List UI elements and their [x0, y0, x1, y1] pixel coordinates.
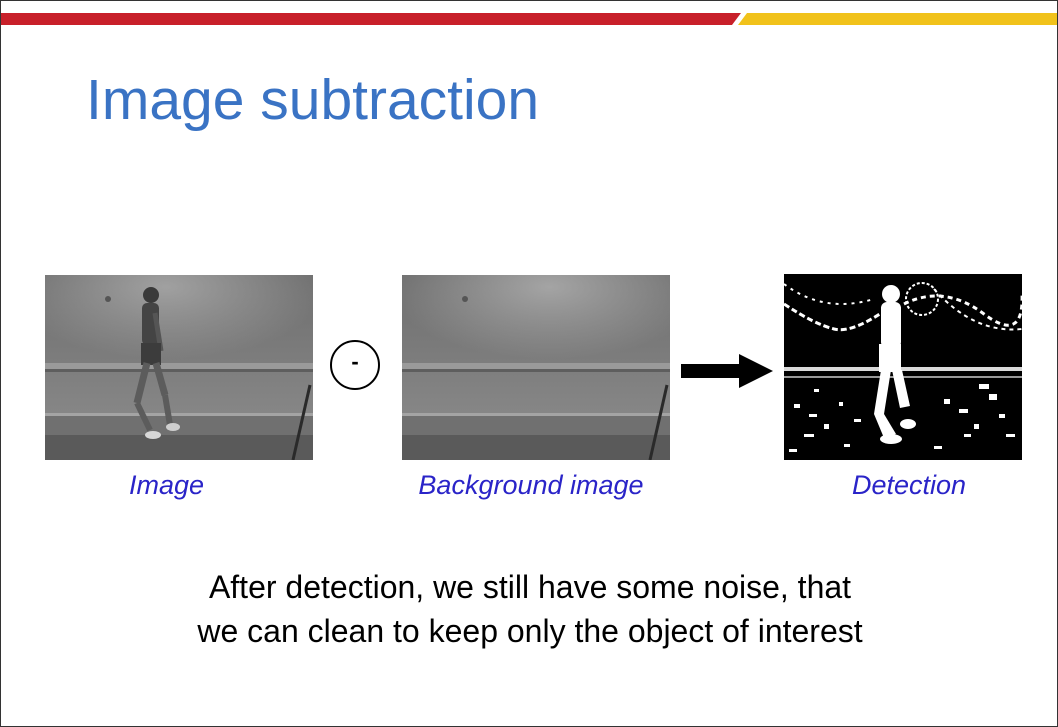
accent-bar-red	[1, 13, 741, 25]
detection-image	[784, 274, 1022, 460]
caption-detection: Detection	[851, 470, 967, 500]
accent-bar-yellow	[738, 13, 1058, 25]
background-image	[402, 275, 670, 460]
header-accent-bar	[1, 1, 1058, 31]
caption-image: Image	[128, 470, 205, 500]
slide-title: Image subtraction	[86, 68, 540, 132]
body-text-line-1: After detection, we still have some noise, that	[208, 569, 852, 605]
body-text-line-2: we can clean to keep only the object of interest	[197, 613, 863, 649]
input-image	[45, 275, 313, 460]
subtract-operator: -	[330, 340, 380, 390]
caption-background-image: Background image	[418, 470, 644, 500]
arrow-right-icon	[681, 354, 775, 390]
